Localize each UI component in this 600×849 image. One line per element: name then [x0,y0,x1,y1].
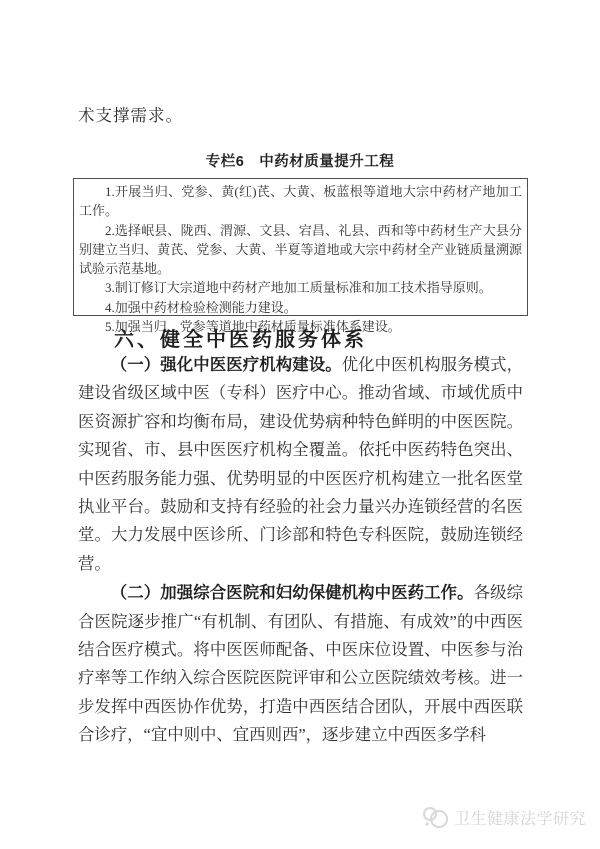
opening-line: 术支撑需求。 [78,106,183,125]
column-box-title: 专栏6 中药材质量提升工程 [205,154,395,170]
paragraph-1-body: 优化中医机构服务模式，建设省级区域中医（专科）医疗中心。推动省域、市域优质中医资源扩容和均衡布局，建设优势病种特色鲜明的中医医院。实现省、市、县中医医疗机构全覆盖。依托中医药特色突出、中医药服务能力强、优势明显的中医医疗机构建立一批名医堂执业平台。鼓励和支持有经验的社会力量兴办连锁经营的名医堂。大力发展中医诊所、门诊部和特色专科医院，鼓励连锁经营。 [78,355,523,573]
paragraph-1-lead: （一）强化中医医疗机构建设。 [110,356,342,374]
column-box-item-4: 4.加强中药材检验检测能力建设。 [105,299,297,315]
column-box-item-3: 3.制订修订大宗道地中药材产地加工质量标准和加工技术指导原则。 [105,280,492,296]
column-box-item-2: 2.选择岷县、陇西、渭源、文县、宕昌、礼县、西和等中药材生产大县分别建立当归、黄芪、党参、大黄、半夏等道地或大宗中药材全产业链质量溯源试验示范基地。 [79,222,522,277]
paragraph-2-lead: （二）加强综合医院和妇幼保健机构中医药工作。 [110,584,474,603]
watermark [421,805,586,829]
paragraph-2-body: 各级综合医院逐步推广“有机制、有团队、有措施、有成效”的中西医结合医疗模式。将中医医师配备、中医床位设置、中医参与治疗率等工作纳入综合医院医院评审和公立医院绩效考核。进一步发挥中西医协作优势，打造中西医结合团队，开展中西医联合诊疗，“宜中则中、宜西则西”，逐步建立中西医多学科 [78,583,523,745]
section-heading: 六、健全中医药服务体系 [114,329,367,351]
paragraph-1 [78,351,523,578]
body-text [78,351,523,750]
column-box [73,178,528,335]
chat-bubbles-logo-icon [421,805,449,829]
column-box-item-5: 5.加强当归、党参等道地中药材质量标准体系建设。 [105,319,401,335]
watermark-text: 卫生健康法学研究 [453,810,586,828]
column-box-item-1: 1.开展当归、党参、黄(红)芪、大黄、板蓝根等道地大宗中药材产地加工工作。 [79,184,522,219]
paragraph-2 [78,579,523,749]
